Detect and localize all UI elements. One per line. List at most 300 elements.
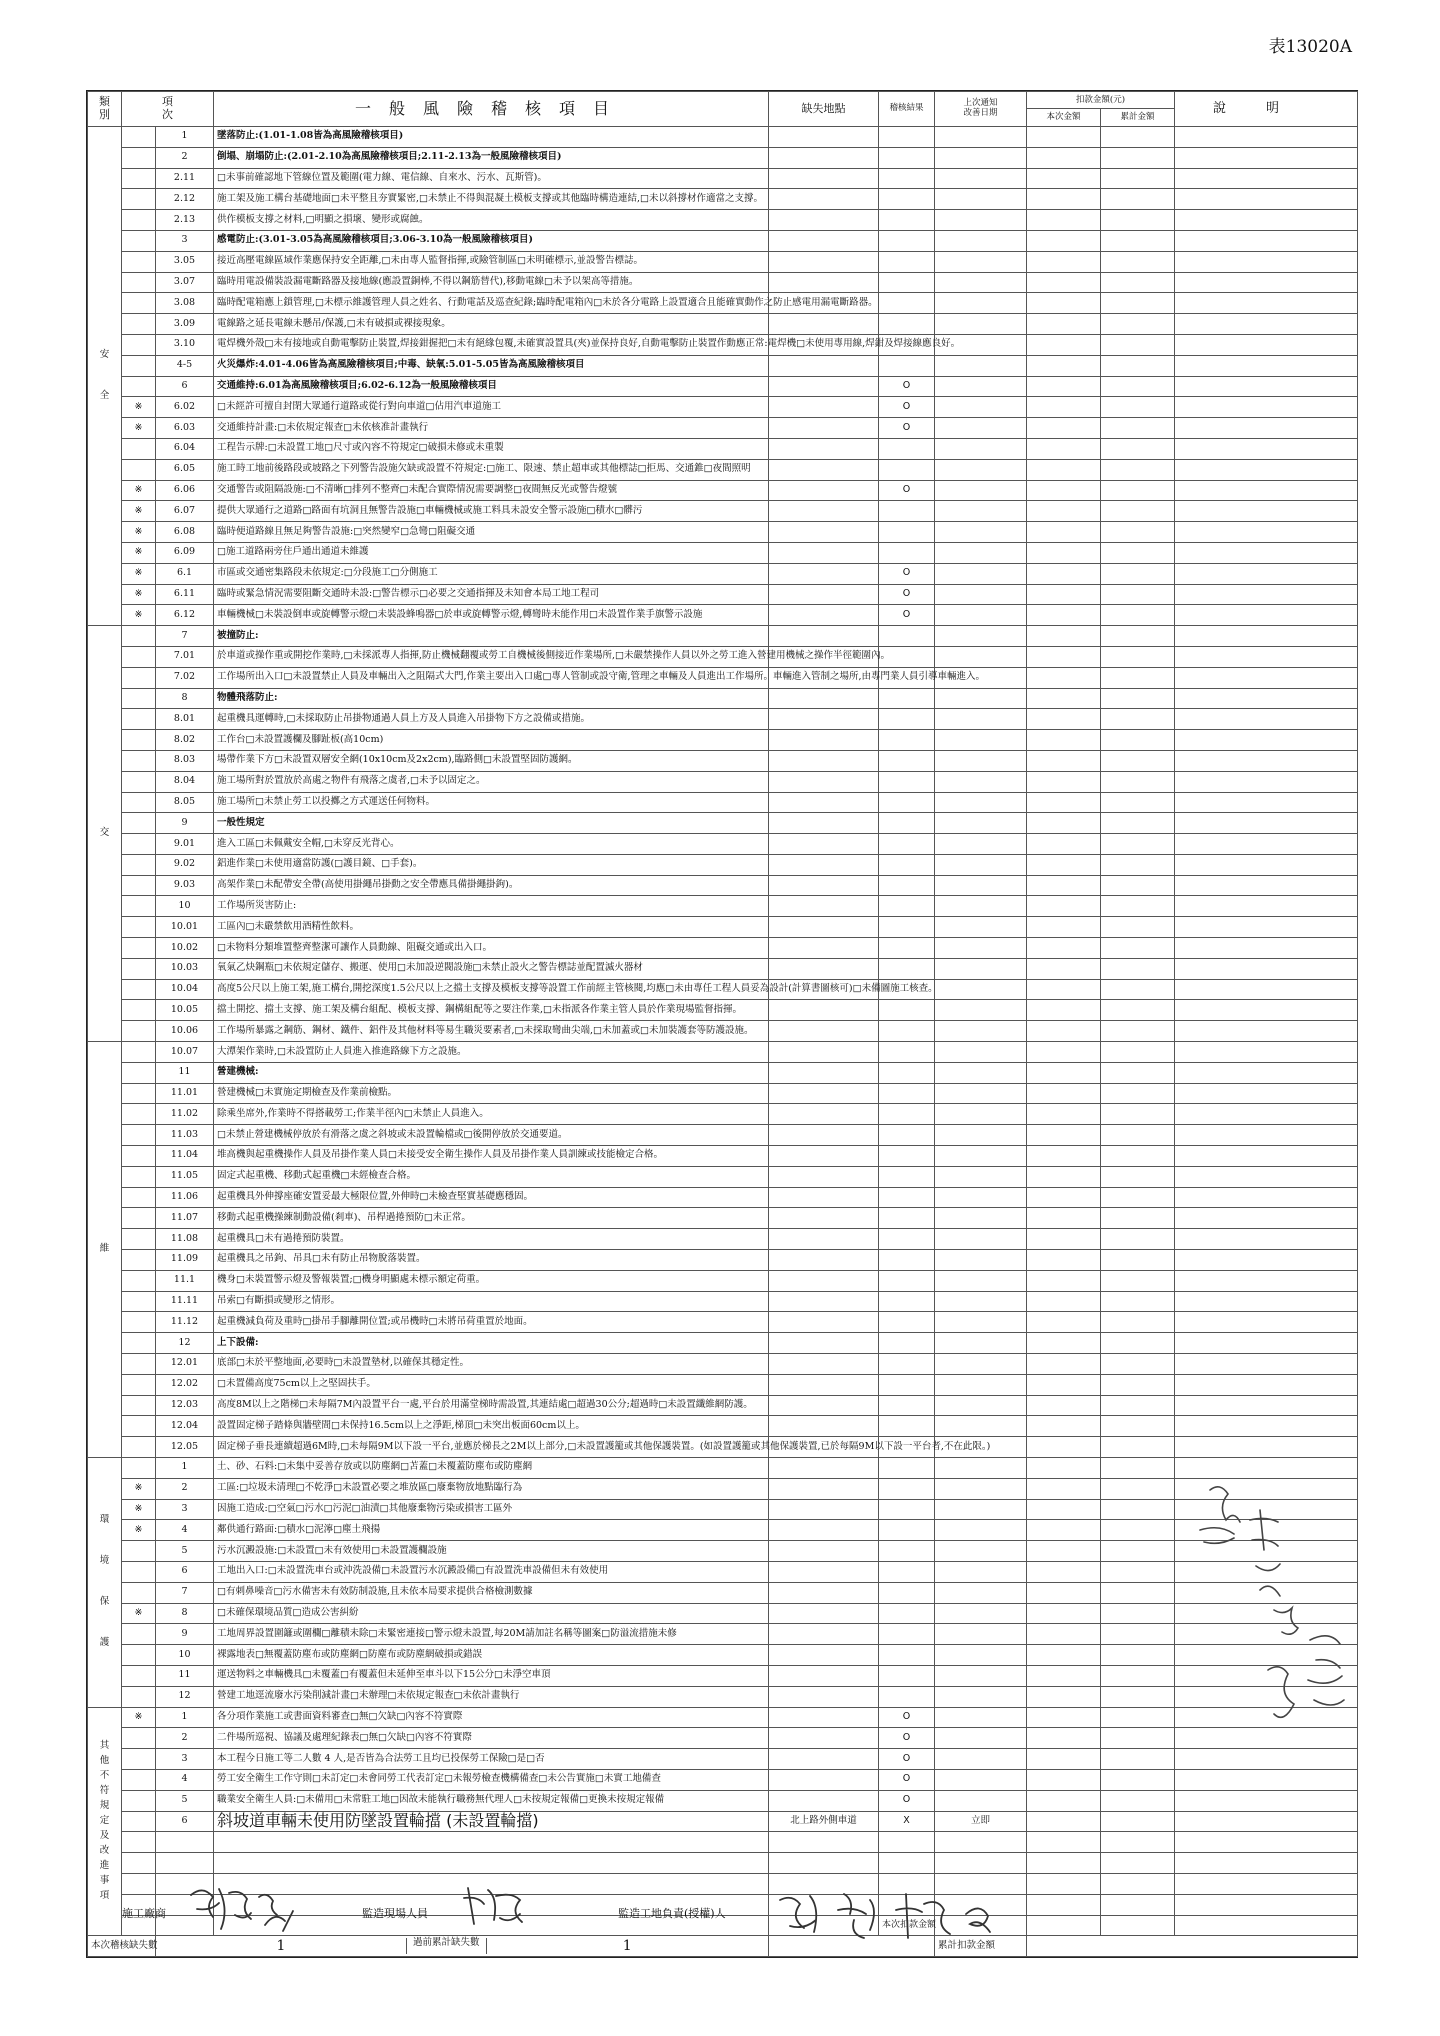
explanation-cell — [1175, 834, 1358, 855]
item-description: 勞工安全衛生工作守則□未訂定□未會同勞工代表訂定□未報勞檢查機構備查□未公告實施□未實工地備查 — [214, 1769, 769, 1790]
item-description: 上下設備: — [214, 1333, 769, 1354]
star-mark — [122, 1458, 156, 1479]
table-row — [88, 480, 1358, 501]
item-number — [156, 1832, 214, 1853]
chief-label: 監造工地負責(授權)人 — [618, 1907, 726, 1920]
missing-location — [769, 1042, 879, 1063]
item-number: 6.1 — [156, 563, 214, 584]
missing-location — [769, 168, 879, 189]
deduct-current — [1027, 1478, 1101, 1499]
item-description: 吊索□有斷損或變形之情形。 — [214, 1291, 769, 1312]
item-description: 臨時便道路線且無足夠警告設施:□突然變窄□急彎□阻礙交通 — [214, 522, 769, 543]
table-row — [88, 501, 1358, 522]
deduct-total — [1101, 979, 1175, 1000]
deduct-current — [1027, 1187, 1101, 1208]
item-description — [214, 1853, 769, 1874]
audit-result — [879, 896, 935, 917]
contractor-signature — [185, 1875, 305, 1945]
audit-result — [879, 1665, 935, 1686]
audit-result — [879, 314, 935, 335]
improve-date — [935, 1354, 1027, 1375]
item-description: 機身□未裝置警示燈及警報裝置;□機身明顯處未標示額定荷重。 — [214, 1270, 769, 1291]
item-number: 7 — [156, 1582, 214, 1603]
deduct-current — [1027, 1270, 1101, 1291]
item-description: 臨時用電設備裝設漏電斷路器及接地線(應設置銅棒,不得以鋼筋替代),移動電線□未予以架高等措施。 — [214, 272, 769, 293]
audit-result — [879, 1250, 935, 1271]
table-row — [88, 958, 1358, 979]
missing-location — [769, 1582, 879, 1603]
item-number: 10 — [156, 896, 214, 917]
table-row — [88, 189, 1358, 210]
audit-result — [879, 230, 935, 251]
star-mark — [122, 1354, 156, 1375]
form-code: 表13020A — [1268, 37, 1352, 57]
explanation-cell — [1175, 1395, 1358, 1416]
item-number: 2.12 — [156, 189, 214, 210]
item-number: 8.01 — [156, 709, 214, 730]
audit-result — [879, 1125, 935, 1146]
audit-result — [879, 1291, 935, 1312]
item-number: 2.11 — [156, 168, 214, 189]
item-description: 工地周界設置圍籬或圍欄□離積未除□未緊密連接□警示燈未設置,每20M請加註名稱等圖案□防溢流措施未修 — [214, 1624, 769, 1645]
star-mark — [122, 896, 156, 917]
item-number: 8.05 — [156, 792, 214, 813]
item-description: 提供大眾通行之道路□路面有坑洞且無警告設施□車輛機械或施工料具未設安全警示設施□積水□髒污 — [214, 501, 769, 522]
star-mark — [122, 1832, 156, 1853]
item-number: 4 — [156, 1520, 214, 1541]
explanation-cell — [1175, 397, 1358, 418]
improve-date — [935, 1520, 1027, 1541]
item-number: 6.03 — [156, 418, 214, 439]
deduct-total — [1101, 1437, 1175, 1458]
deduct-current — [1027, 210, 1101, 231]
item-number: 6.09 — [156, 542, 214, 563]
improve-date — [935, 875, 1027, 896]
star-mark — [122, 210, 156, 231]
star-mark — [122, 1021, 156, 1042]
star-mark — [122, 1728, 156, 1749]
category-char: 項 — [99, 1889, 110, 1901]
item-number: 6.07 — [156, 501, 214, 522]
missing-location — [769, 189, 879, 210]
table-row — [88, 1146, 1358, 1167]
star-mark — [122, 376, 156, 397]
improve-date — [935, 1270, 1027, 1291]
item-number: 11.09 — [156, 1250, 214, 1271]
item-description: 斜坡道車輛未使用防墜設置輪擋 (未設置輪擋) — [214, 1811, 769, 1832]
deduct-current — [1027, 314, 1101, 335]
audit-result — [879, 147, 935, 168]
missing-location — [769, 1333, 879, 1354]
item-number: 3.10 — [156, 334, 214, 355]
item-number: 3.05 — [156, 251, 214, 272]
table-row — [88, 1333, 1358, 1354]
prev-missing-label: 過前累計缺失數 — [406, 1938, 487, 1954]
missing-location — [769, 834, 879, 855]
deduct-total — [1101, 438, 1175, 459]
explanation-cell — [1175, 1374, 1358, 1395]
audit-result — [879, 750, 935, 771]
deduct-current — [1027, 1395, 1101, 1416]
header-result: 稽核結果 — [879, 92, 935, 127]
explanation-cell — [1175, 1208, 1358, 1229]
table-row — [88, 459, 1358, 480]
item-description: 起重機具外伸撐座確安置妥最大極限位置,外伸時□未檢查堅實基礎應穩固。 — [214, 1187, 769, 1208]
deduct-current — [1027, 709, 1101, 730]
item-number: 10 — [156, 1645, 214, 1666]
star-mark — [122, 813, 156, 834]
improve-date — [935, 1062, 1027, 1083]
deduct-current — [1027, 667, 1101, 688]
missing-location — [769, 875, 879, 896]
item-description: 本工程今日施工等二人數 4 人,是否皆為合法勞工且均已投保勞工保險□是□否 — [214, 1749, 769, 1770]
item-description: 電線路之延長電線未懸吊/保護,□未有破損或裸接現象。 — [214, 314, 769, 335]
deduct-total — [1101, 1291, 1175, 1312]
improve-date — [935, 626, 1027, 647]
deduct-total — [1101, 1624, 1175, 1645]
explanation-cell — [1175, 1000, 1358, 1021]
audit-result — [879, 1104, 935, 1125]
deduct-current — [1027, 1104, 1101, 1125]
category-char: 護 — [99, 1637, 110, 1649]
deduct-current — [1027, 1166, 1101, 1187]
header-improve-date: 改善日期 — [963, 108, 998, 118]
item-number: 8.02 — [156, 730, 214, 751]
audit-result — [879, 854, 935, 875]
item-description: 工作台□未設置護欄及腳趾板(高10cm) — [214, 730, 769, 751]
table-row — [88, 1125, 1358, 1146]
table-row — [88, 230, 1358, 251]
missing-location — [769, 127, 879, 148]
improve-date — [935, 189, 1027, 210]
table-row — [88, 896, 1358, 917]
explanation-cell — [1175, 605, 1358, 626]
explanation-cell — [1175, 147, 1358, 168]
explanation-cell — [1175, 1187, 1358, 1208]
footer-this-missing-label: 本次稽核缺失數 — [88, 1936, 156, 1957]
deduct-current — [1027, 168, 1101, 189]
deduct-total — [1101, 522, 1175, 543]
item-description: □未物料分類堆置整齊整潔可讓作人員動線、阻礙交通或出入口。 — [214, 938, 769, 959]
deduct-current — [1027, 938, 1101, 959]
deduct-total — [1101, 1790, 1175, 1811]
missing-location — [769, 792, 879, 813]
deduct-total — [1101, 1603, 1175, 1624]
item-number: 12 — [156, 1333, 214, 1354]
deduct-total — [1101, 1811, 1175, 1832]
audit-result — [879, 1395, 935, 1416]
item-description: 工作場所暴露之鋼筋、鋼材、鐵件、鋁件及其他材料等易生職災要素者,□未採取彎曲尖端,□未加蓋或□未加裝護套等防護設施。 — [214, 1021, 769, 1042]
table-row — [88, 376, 1358, 397]
star-mark — [122, 1541, 156, 1562]
item-description: 交通維持計畫:□未依規定報查□未依核准計畫執行 — [214, 418, 769, 439]
audit-result — [879, 875, 935, 896]
item-description: 交通警告或阻隔設施:□不清晰□排列不整齊□未配合實際情況需要調整□夜間無反光或警告燈號 — [214, 480, 769, 501]
star-mark — [122, 168, 156, 189]
item-number: 6 — [156, 376, 214, 397]
item-description: 起重機具□未有過捲預防裝置。 — [214, 1229, 769, 1250]
missing-location — [769, 917, 879, 938]
item-description: 倒塌、崩塌防止:(2.01-2.10為高風險稽核項目;2.11-2.13為一般風險稽核項目) — [214, 147, 769, 168]
audit-result — [879, 459, 935, 480]
item-number: 9 — [156, 1624, 214, 1645]
audit-result — [879, 813, 935, 834]
explanation-cell — [1175, 1125, 1358, 1146]
item-number: 6.02 — [156, 397, 214, 418]
improve-date — [935, 750, 1027, 771]
audit-result — [879, 1853, 935, 1874]
improve-date — [935, 1083, 1027, 1104]
missing-location — [769, 459, 879, 480]
deduct-total — [1101, 1686, 1175, 1707]
item-number: 11.06 — [156, 1187, 214, 1208]
item-description: 高架作業□未配帶安全帶(高使用掛繩吊掛動之安全帶應具備掛繩掛鉤)。 — [214, 875, 769, 896]
deduct-current — [1027, 1229, 1101, 1250]
improve-date — [935, 230, 1027, 251]
missing-location — [769, 1686, 879, 1707]
category-char: 交 — [99, 827, 110, 839]
improve-date — [935, 1416, 1027, 1437]
table-row — [88, 168, 1358, 189]
explanation-cell — [1175, 1333, 1358, 1354]
missing-location — [769, 1083, 879, 1104]
improve-date — [935, 1478, 1027, 1499]
star-mark — [122, 730, 156, 751]
item-number: 6.04 — [156, 438, 214, 459]
audit-result — [879, 127, 935, 148]
improve-date — [935, 314, 1027, 335]
explanation-cell — [1175, 251, 1358, 272]
audit-result — [879, 501, 935, 522]
deduct-current — [1027, 1561, 1101, 1582]
header-last-notice-text: 上次通知 — [963, 98, 998, 109]
inspection-sheet — [86, 90, 1358, 1958]
missing-location — [769, 210, 879, 231]
supervisor-label: 監造現場人員 — [362, 1907, 428, 1920]
deduct-total — [1101, 917, 1175, 938]
star-mark — [122, 1208, 156, 1229]
item-number: 6.06 — [156, 480, 214, 501]
item-description: 市區或交通密集路段未依規定:□分段施工□分側施工 — [214, 563, 769, 584]
audit-result — [879, 189, 935, 210]
star-mark: ※ — [122, 605, 156, 626]
deduct-total — [1101, 1873, 1175, 1894]
item-number: 8.04 — [156, 771, 214, 792]
deduct-current — [1027, 272, 1101, 293]
star-mark — [122, 709, 156, 730]
improve-date — [935, 1749, 1027, 1770]
star-mark — [122, 1374, 156, 1395]
deduct-total — [1101, 1915, 1175, 1936]
item-number: 10.07 — [156, 1042, 214, 1063]
category-char: 不 — [99, 1770, 110, 1782]
audit-result — [879, 792, 935, 813]
item-number: 11.11 — [156, 1291, 214, 1312]
deduct-total — [1101, 1749, 1175, 1770]
item-number: 1 — [156, 127, 214, 148]
category-char: 全 — [99, 390, 110, 402]
star-mark — [122, 314, 156, 335]
improve-date — [935, 1624, 1027, 1645]
deduct-current — [1027, 1582, 1101, 1603]
item-number: 10.01 — [156, 917, 214, 938]
table-row — [88, 438, 1358, 459]
table-row — [88, 147, 1358, 168]
item-description: 工作場所出入口□未設置禁止人員及車輛出入之阻隔式大門,作業主要出入口處□專人管制或設守衛,管理之車輛及人員進出工作場所。車輛進入管制之場所,由專門業人員引導車輛進入。 — [214, 667, 769, 688]
deduct-current — [1027, 584, 1101, 605]
table-row — [88, 272, 1358, 293]
explanation-cell — [1175, 792, 1358, 813]
deduct-total — [1101, 730, 1175, 751]
audit-result — [879, 1270, 935, 1291]
item-description: 進入工區□未佩戴安全帽,□未穿反光背心。 — [214, 834, 769, 855]
missing-location — [769, 1728, 879, 1749]
table-row — [88, 1395, 1358, 1416]
star-mark — [122, 1312, 156, 1333]
improve-date — [935, 480, 1027, 501]
item-description: 工程告示牌:□未設置工地□尺寸或內容不符規定□破損未修或未重製 — [214, 438, 769, 459]
deduct-total — [1101, 1416, 1175, 1437]
table-row — [88, 1104, 1358, 1125]
deduct-current — [1027, 646, 1101, 667]
improve-date — [935, 917, 1027, 938]
item-number: 11.04 — [156, 1146, 214, 1167]
explanation-cell — [1175, 709, 1358, 730]
item-number: 5 — [156, 1541, 214, 1562]
deduct-current — [1027, 875, 1101, 896]
header-location: 缺失地點 — [769, 92, 879, 127]
header-deduct — [1027, 92, 1175, 127]
audit-result: O — [879, 1749, 935, 1770]
missing-location — [769, 1021, 879, 1042]
deduct-current — [1027, 917, 1101, 938]
explanation-cell — [1175, 334, 1358, 355]
table-row — [88, 251, 1358, 272]
explanation-cell — [1175, 1104, 1358, 1125]
star-mark — [122, 272, 156, 293]
table-row — [88, 210, 1358, 231]
deduct-total — [1101, 1354, 1175, 1375]
explanation-cell — [1175, 1250, 1358, 1271]
deduct-total — [1101, 750, 1175, 771]
item-number: 4-5 — [156, 355, 214, 376]
explanation-cell — [1175, 376, 1358, 397]
improve-date: 立即 — [935, 1811, 1027, 1832]
explanation-cell — [1175, 1270, 1358, 1291]
star-mark — [122, 1062, 156, 1083]
improve-date — [935, 958, 1027, 979]
table-row — [88, 1270, 1358, 1291]
deduct-total — [1101, 1250, 1175, 1271]
audit-result — [879, 1166, 935, 1187]
improve-date — [935, 1312, 1027, 1333]
item-description: 營建機械: — [214, 1062, 769, 1083]
table-row — [88, 1437, 1358, 1458]
missing-location — [769, 542, 879, 563]
improve-date — [935, 563, 1027, 584]
improve-date — [935, 418, 1027, 439]
deduct-current — [1027, 979, 1101, 1000]
item-description: □施工道路兩旁住戶通出通道未維護 — [214, 542, 769, 563]
improve-date — [935, 459, 1027, 480]
missing-location — [769, 1499, 879, 1520]
improve-date — [935, 1395, 1027, 1416]
improve-date — [935, 168, 1027, 189]
improve-date — [935, 272, 1027, 293]
item-description: 鋁進作業□未使用適當防護(□護目鏡、□手套)。 — [214, 854, 769, 875]
item-number: 12.05 — [156, 1437, 214, 1458]
deduct-current — [1027, 1790, 1101, 1811]
item-number: 3.09 — [156, 314, 214, 335]
deduct-current — [1027, 1603, 1101, 1624]
improve-date — [935, 1582, 1027, 1603]
star-mark — [122, 1769, 156, 1790]
star-mark — [122, 251, 156, 272]
header-explanation: 說明 — [1175, 92, 1358, 127]
missing-location — [769, 522, 879, 543]
audit-result: O — [879, 1707, 935, 1728]
table-row — [88, 1416, 1358, 1437]
star-mark — [122, 688, 156, 709]
improve-date — [935, 1374, 1027, 1395]
table-row — [88, 1832, 1358, 1853]
star-mark — [122, 917, 156, 938]
improve-date — [935, 1561, 1027, 1582]
deduct-current — [1027, 1042, 1101, 1063]
deduct-current — [1027, 147, 1101, 168]
star-mark — [122, 626, 156, 647]
deduct-total — [1101, 1374, 1175, 1395]
audit-result — [879, 1187, 935, 1208]
explanation-cell — [1175, 1915, 1358, 1936]
deduct-total — [1101, 1541, 1175, 1562]
deduct-total — [1101, 189, 1175, 210]
supervisor-signature — [460, 1878, 540, 1938]
explanation-cell — [1175, 210, 1358, 231]
audit-result — [879, 1354, 935, 1375]
explanation-cell — [1175, 1894, 1358, 1915]
deduct-current — [1027, 854, 1101, 875]
missing-location — [769, 1541, 879, 1562]
table-row — [88, 730, 1358, 751]
star-mark: ※ — [122, 480, 156, 501]
audit-result — [879, 1374, 935, 1395]
audit-result — [879, 1624, 935, 1645]
item-description: 一般性規定 — [214, 813, 769, 834]
audit-result — [879, 917, 935, 938]
improve-date — [935, 1000, 1027, 1021]
category-maint — [88, 1042, 122, 1458]
audit-result — [879, 1686, 935, 1707]
item-description: □未經許可擅自封閉大眾通行道路或從行對向車道□佔用汽車道施工 — [214, 397, 769, 418]
audit-result — [879, 1645, 935, 1666]
deduct-current — [1027, 189, 1101, 210]
explanation-cell — [1175, 626, 1358, 647]
improve-date — [935, 376, 1027, 397]
deduct-current — [1027, 1437, 1101, 1458]
table-row — [88, 1187, 1358, 1208]
deduct-current — [1027, 626, 1101, 647]
table-row — [88, 1478, 1358, 1499]
star-mark — [122, 1042, 156, 1063]
explanation-cell — [1175, 1229, 1358, 1250]
table-row — [88, 1811, 1358, 1832]
item-description: 交通維持:6.01為高風險稽核項目;6.02-6.12為一般風險稽核項目 — [214, 376, 769, 397]
star-mark: ※ — [122, 1478, 156, 1499]
item-number: 11.01 — [156, 1083, 214, 1104]
star-mark — [122, 1749, 156, 1770]
handwritten-signature-graphic — [1190, 1470, 1360, 1770]
